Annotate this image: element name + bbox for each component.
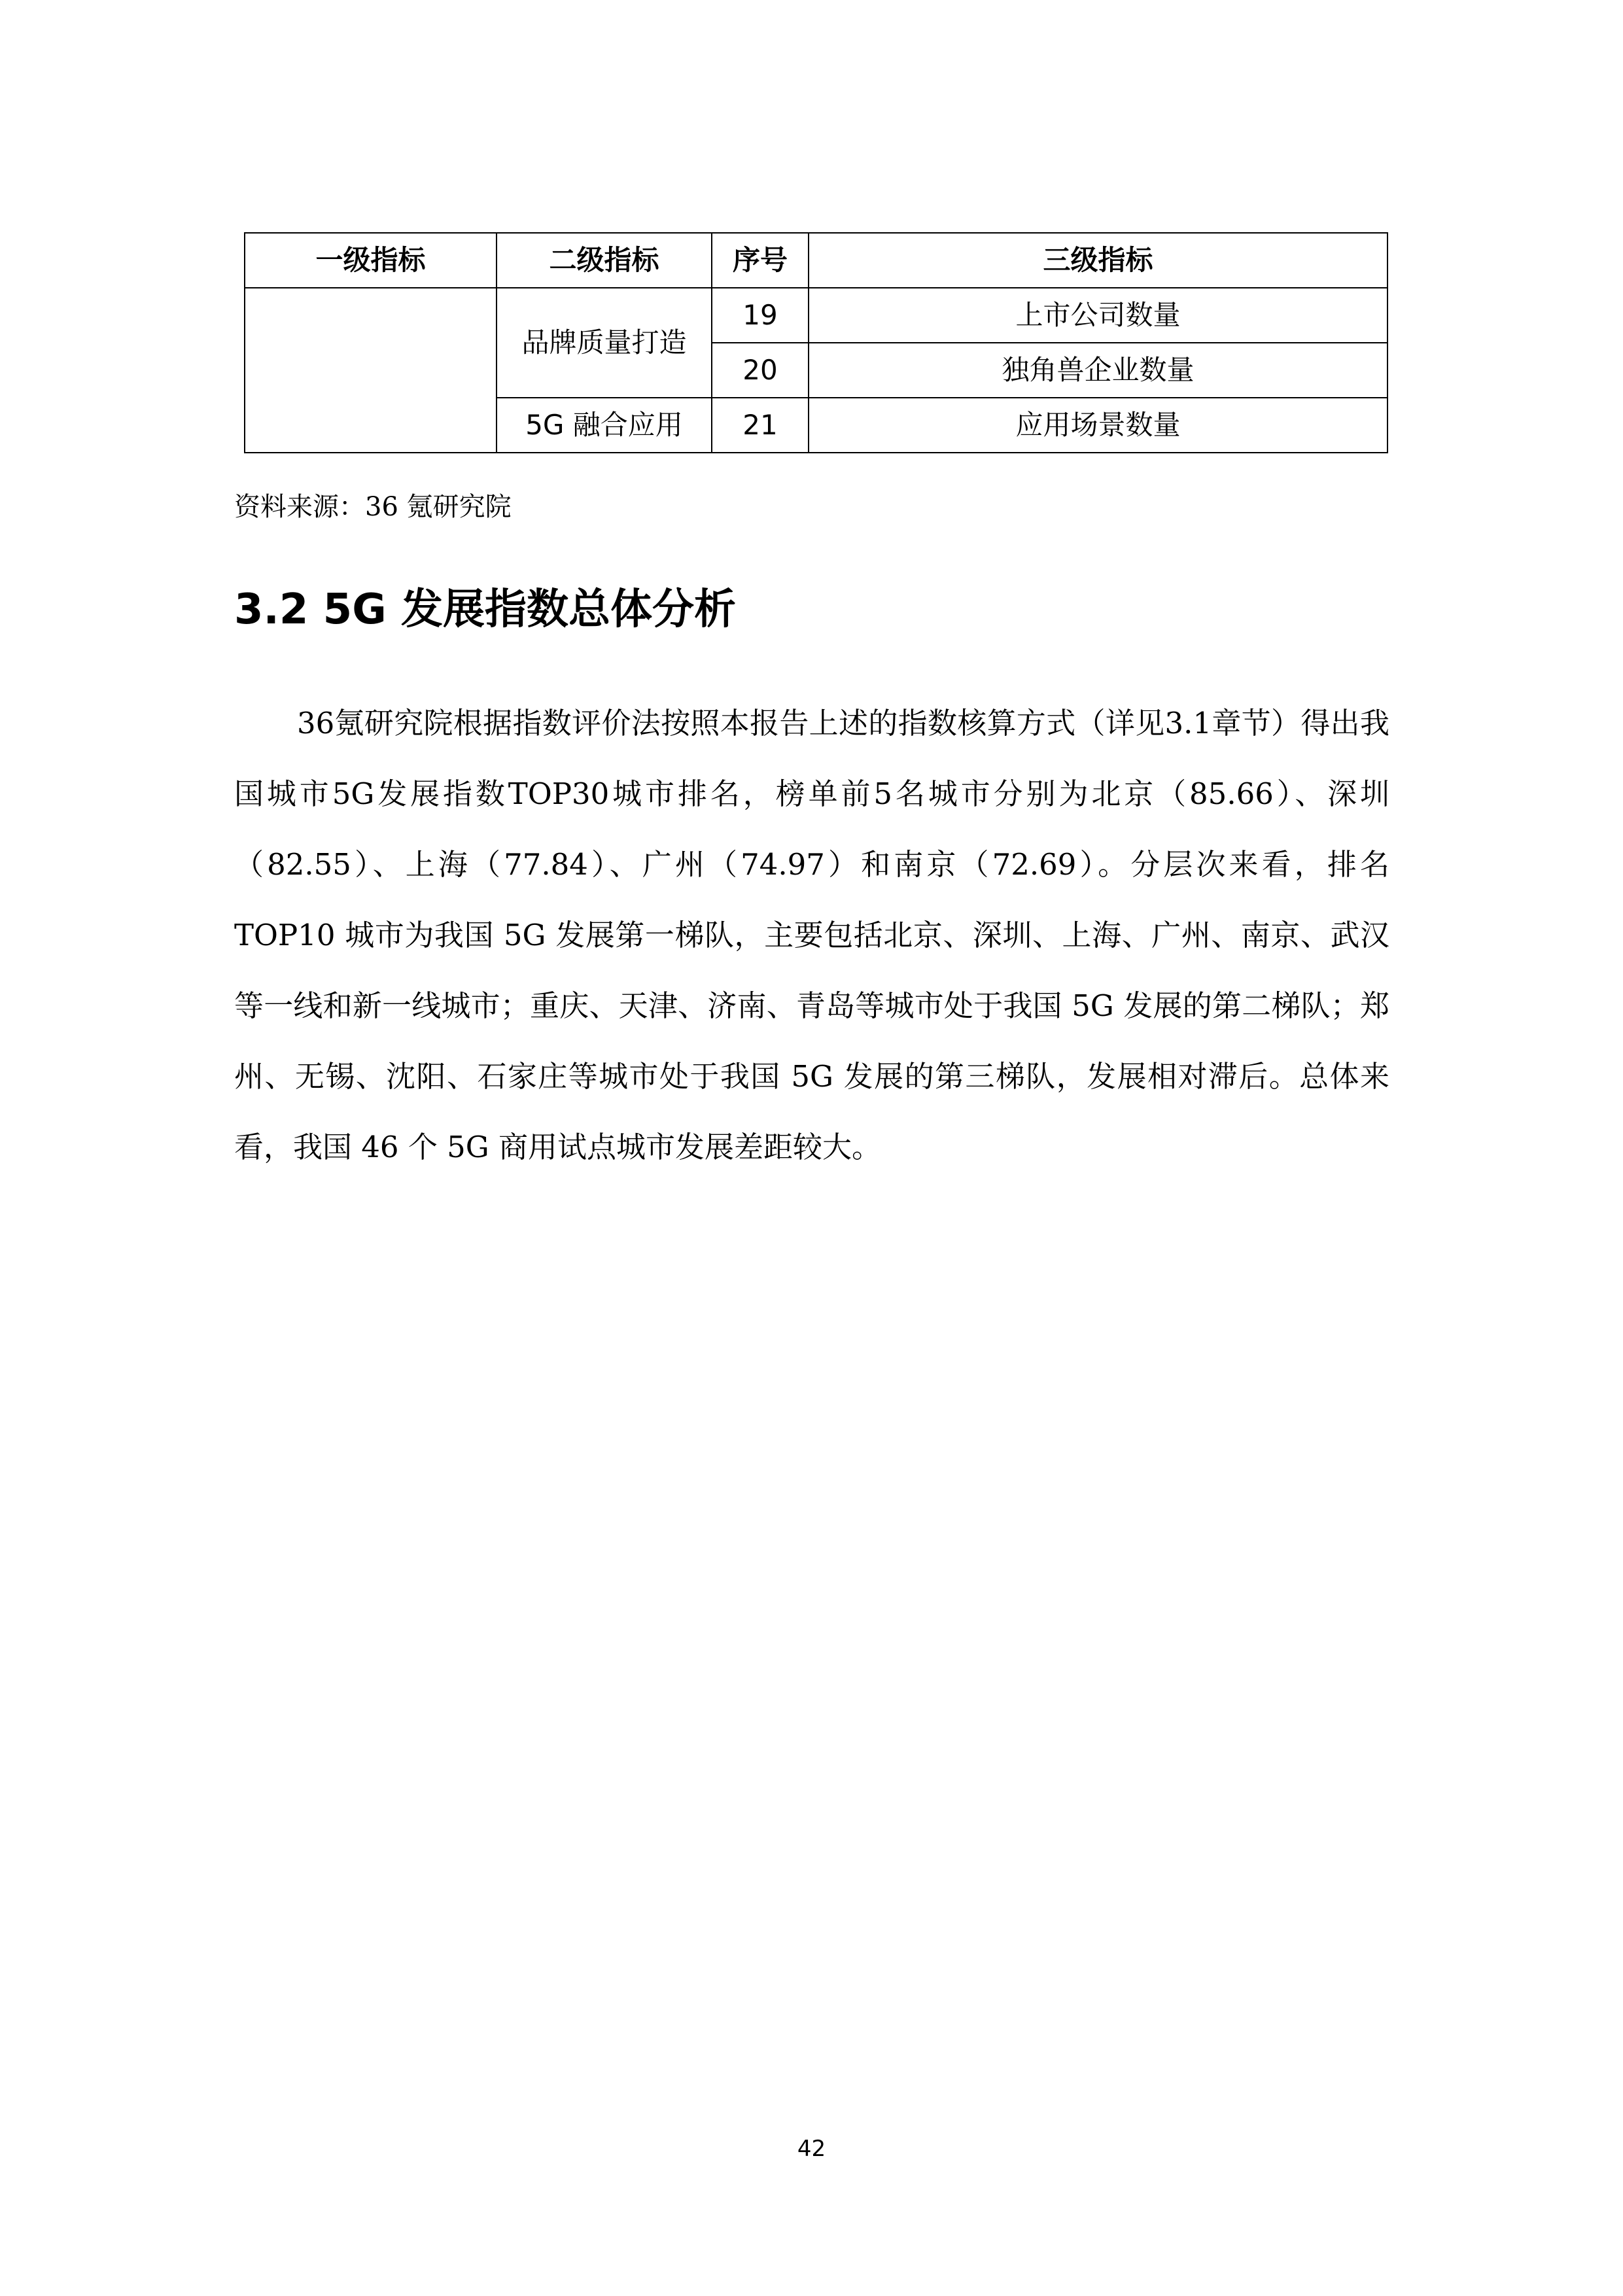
header-level2: 二级指标: [497, 233, 712, 288]
level3-cell: 独角兽企业数量: [809, 343, 1387, 398]
source-note: 资料来源：36 氪研究院: [234, 492, 512, 522]
level3-cell: 应用场景数量: [809, 398, 1387, 453]
seq-cell: 20: [712, 343, 809, 398]
seq-cell: 21: [712, 398, 809, 453]
level2-cell: 5G 融合应用: [497, 398, 712, 453]
header-level1: 一级指标: [245, 233, 497, 288]
header-level3: 三级指标: [809, 233, 1387, 288]
level3-cell: 上市公司数量: [809, 288, 1387, 343]
page-number: 42: [797, 2136, 826, 2162]
table-row: [245, 288, 1387, 343]
table-header-row: [245, 233, 1387, 288]
seq-cell: 19: [712, 288, 809, 343]
indicator-table: [244, 232, 1388, 453]
section-heading: 3.2 5G 发展指数总体分析: [234, 585, 736, 634]
level1-cell: [245, 288, 497, 453]
header-seq: 序号: [712, 233, 809, 288]
body-paragraph: 36氪研究院根据指数评价法按照本报告上述的指数核算方式（详见3.1章节）得出我国城市5G发展指数TOP30城市排名，榜单前5名城市分别为北京（85.66）、深圳（82.55）、上海（77.84）、广州（74.97）和南京（72.69）。分层次来看，排名 TOP10 城市为我国 5G 发展第一梯队，主要包括北京、深圳、上海、广州、南京、武汉等一线和新一线城市；重庆、天津、济南、青岛等城市处于我国 5G 发展的第二梯队；郑州、无锡、沈阳、石家庄等城市处于我国 5G 发展的第三梯队，发展相对滞后。总体来看，我国 46 个 5G 商用试点城市发展差距较大。: [234, 706, 1389, 1164]
level2-cell: 品牌质量打造: [497, 288, 712, 398]
